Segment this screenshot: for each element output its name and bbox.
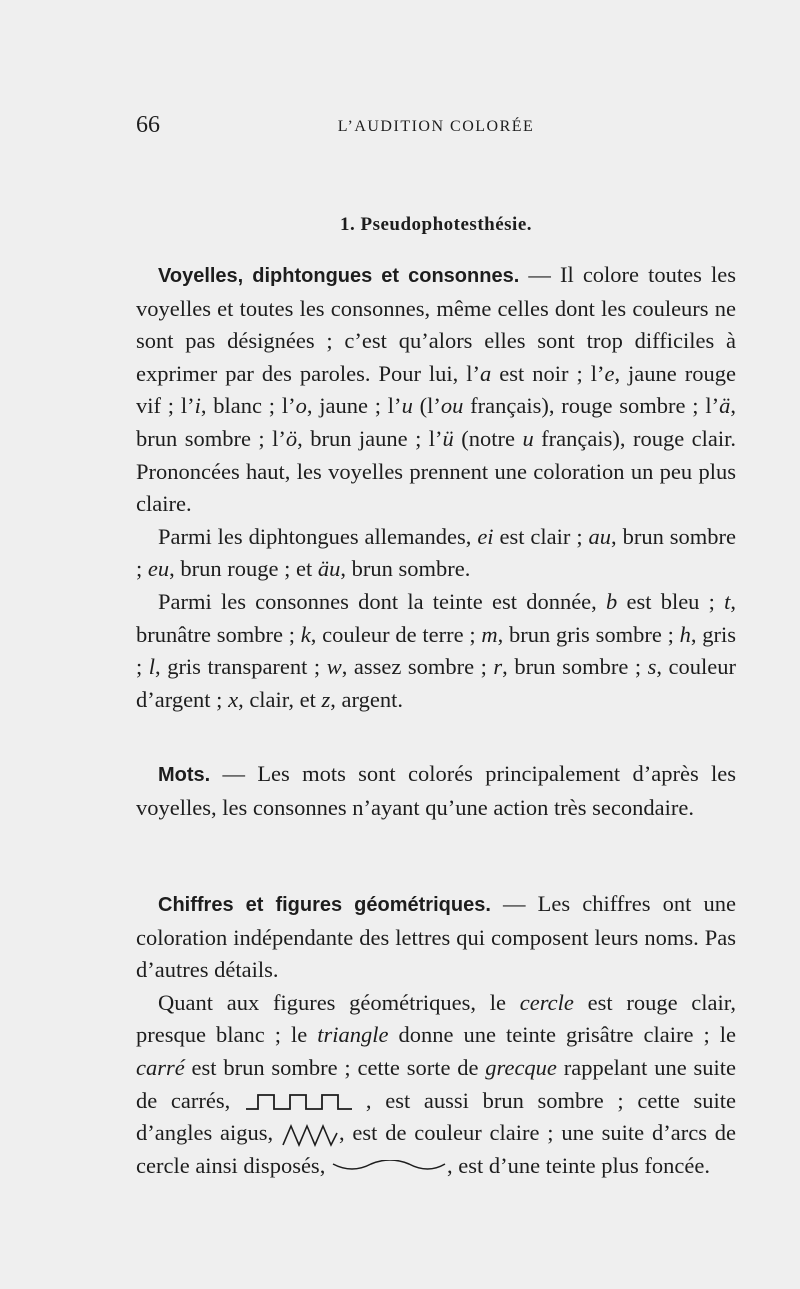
figures-paragraph: Quant aux figures géométriques, le cercle est rouge clair, presque blanc ; le triangle donne une teinte grisâtre claire ; le carré est brun sombre ; cette sorte de grecque rappelant une suite de carrés, , est aussi brun sombre ; cette suite d’angles aigus, , est de couleur claire ; une suite d’arcs de cercle ainsi disposés, , est d’une teinte plus foncée.	[136, 989, 736, 1178]
voyelles-section	[136, 259, 736, 716]
greek-key-icon	[244, 1091, 366, 1113]
chiffres-section	[136, 888, 736, 1182]
page-header	[136, 112, 736, 146]
consonnes-paragraph: Parmi les consonnes dont la teinte est donnée, b est bleu ; t, brunâtre sombre ; k, couleur de terre ; m, brun gris sombre ; h, gris ; l, gris transparent ; w, assez sombre ; r, brun sombre ; s, couleur d’argent ; x, clair, et z, argent.	[136, 588, 737, 712]
mots-heading: Mots.	[158, 764, 211, 786]
mots-section	[136, 758, 736, 824]
voyelles-heading: Voyelles, diphtongues et consonnes.	[158, 265, 520, 287]
section-heading: 1. Pseudophotesthésie.	[339, 214, 533, 235]
page-number: 66	[136, 112, 160, 138]
chiffres-paragraph: Chiffres et figures géométriques. — Les chiffres ont une coloration indépendante des lettres qui composent leurs noms. Pas d’autres détails.	[136, 891, 736, 983]
diphtongues-paragraph: Parmi les diphtongues allemandes, ei est clair ; au, brun sombre ; eu, brun rouge ; et äu, brun sombre.	[136, 523, 736, 582]
chiffres-heading: Chiffres et figures géométriques.	[158, 894, 491, 916]
zigzag-icon	[281, 1123, 339, 1147]
mots-paragraph: Mots. — Les mots sont colorés principalement d’après les voyelles, les consonnes n’ayant qu’une action très secondaire.	[136, 761, 736, 820]
voyelles-paragraph: Voyelles, diphtongues et consonnes. — Il colore toutes les voyelles et toutes les consonnes, même celles dont les couleurs ne sont pas désignées ; c’est qu’alors elles sont trop difficiles à exprimer par des paroles. Pour lui, l’a est noir ; l’e, jaune rouge vif ; l’i, blanc ; l’o, jaune ; l’u (l’ou français), rouge sombre ; l’ä, brun sombre ; l’ö, brun jaune ; l’ü (notre u français), rouge clair. Prononcées haut, les voyelles prennent une coloration un peu plus claire.	[136, 262, 736, 517]
running-title: L’AUDITION COLORÉE	[337, 118, 535, 135]
arcs-icon	[331, 1160, 447, 1176]
